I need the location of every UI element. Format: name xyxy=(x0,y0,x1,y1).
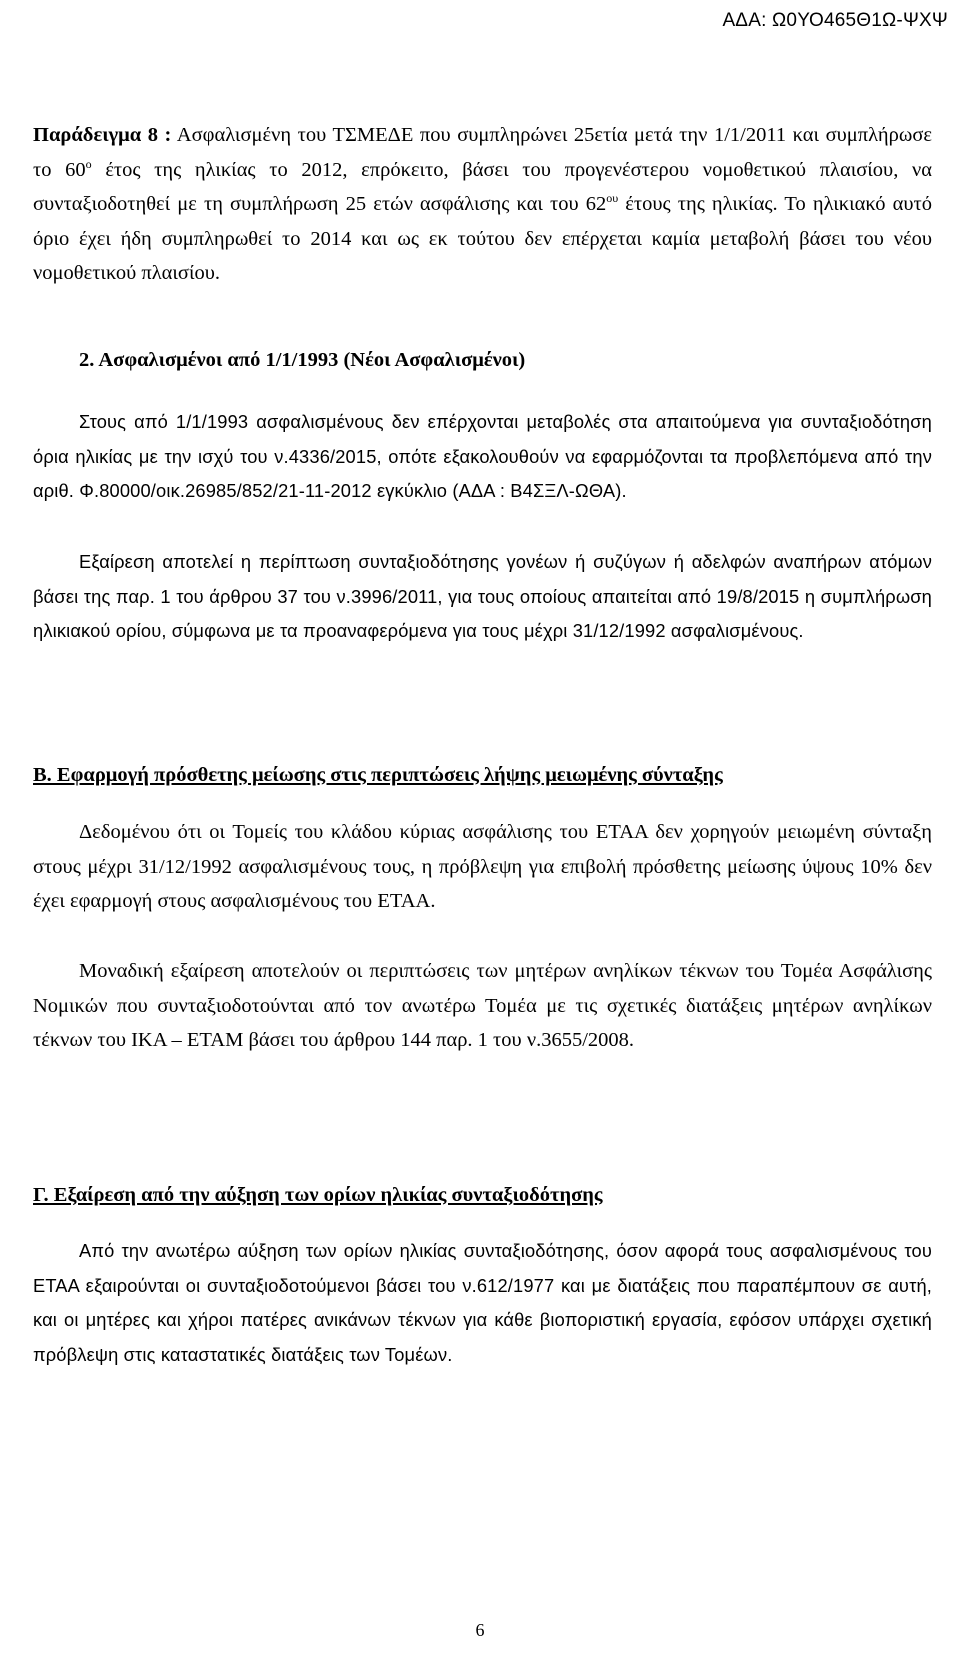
example-8-paragraph xyxy=(33,118,932,291)
example-text-1: Ασφαλισμένη του ΤΣΜΕΔΕ που συμπληρώνει 25ετία μετά την 1/1/2011 και συμπλήρωσε το 60 xyxy=(33,124,932,181)
superscript-ou: ου xyxy=(606,191,619,206)
section-2-paragraph-2-text: Εξαίρεση αποτελεί η περίπτωση συνταξιοδότησης γονέων ή συζύγων ή αδελφών αναπήρων ατόμων βάσει της παρ. 1 του άρθρου 37 του ν.3996/2011, για τους οποίους απαιτείται από 19/8/2015 η συμπλήρωση ηλικιακού ορίου, σύμφωνα με τα προαναφερόμενα για τους μέχρι 31/12/1992 ασφαλισμένους. xyxy=(33,551,932,642)
section-2-paragraph-1: Στους από 1/1/1993 ασφαλισμένους δεν επέρχονται μεταβολές στα απαιτούμενα για συνταξιοδότηση όρια ηλικίας με την ισχύ του ν.4336/2015, οπότε εξακολουθούν να εφαρμόζονται τα προβλεπόμενα από την αριθ. Φ.80000/οικ.26985/852/21-11-2012 εγκύκλιο (ΑΔΑ : Β4ΣΞΛ-ΩΘΑ). xyxy=(33,411,932,502)
section-g-paragraph-1: Από την ανωτέρω αύξηση των ορίων ηλικίας συνταξιοδότησης, όσον αφορά τους ασφαλισμένους του ΕΤΑΑ εξαιρούνται οι συνταξιοδοτούμενοι βάσει του ν.612/1977 και με διατάξεις που παραπέμπουν σε αυτή, και οι μητέρες και χήροι πατέρες ανικάνων τέκνων για κάθε βιοποριστική εργασία, εφόσον υπάρχει σχετική πρόβλεψη στις καταστατικές διατάξεις των Τομέων. xyxy=(33,1240,932,1365)
section-b-paragraph-2: Μοναδική εξαίρεση αποτελούν οι περιπτώσεις των μητέρων ανηλίκων τέκνων του Τομέα Ασφάλισης Νομικών που συνταξιοδοτούνται από τον ανωτέρω Τομέα με τις σχετικές διατάξεις μητέρων ανηλίκων τέκνων του ΙΚΑ – ΕΤΑΜ βάσει του άρθρου 144 παρ. 1 του ν.3655/2008. xyxy=(33,960,932,1052)
section-b-paragraph-1: Δεδομένου ότι οι Τομείς του κλάδου κύριας ασφάλισης του ΕΤΑΑ δεν χορηγούν μειωμένη σύνταξη στους μέχρι 31/12/1992 ασφαλισμένους τους, η πρόβλεψη για επιβολή πρόσθετης μείωσης ύψους 10% δεν έχει εφαρμογή στους ασφαλισμένους του ΕΤΑΑ. xyxy=(33,821,932,913)
section-2-paragraph-2 xyxy=(33,545,932,649)
example-text-2: έτος της ηλικίας το 2012, επρόκειτο, βάσει του προγενέστερου νομοθετικού πλαισίου, να συνταξιοδοτηθεί με τη συμπλήρωση 25 ετών ασφάλισης και του 62 xyxy=(33,158,932,216)
superscript-o: ο xyxy=(85,156,92,171)
section-b-heading: Β. Εφαρμογή πρόσθετης μείωσης στις περιπτώσεις λήψης μειωμένης σύνταξης xyxy=(33,764,723,786)
page-number: 6 xyxy=(475,1620,485,1640)
section-2-heading: 2. Ασφαλισμένοι από 1/1/1993 (Νέοι Ασφαλισμένοι) xyxy=(79,349,526,371)
ada-code: ΑΔΑ: Ω0ΥΟ465Θ1Ω-ΨΧΨ xyxy=(722,10,948,31)
example-text-3: έτους της ηλικίας. Το ηλικιακό αυτό όριο έχει ήδη συμπληρωθεί το 2014 και ως εκ τούτου δεν επέρχεται καμία μεταβολή βάσει του νέου νομοθετικού πλαισίου. xyxy=(33,193,932,285)
section-g-heading: Γ. Εξαίρεση από την αύξηση των ορίων ηλικίας συνταξιοδότησης xyxy=(33,1184,603,1206)
example-label: Παράδειγμα 8 : xyxy=(33,124,172,146)
